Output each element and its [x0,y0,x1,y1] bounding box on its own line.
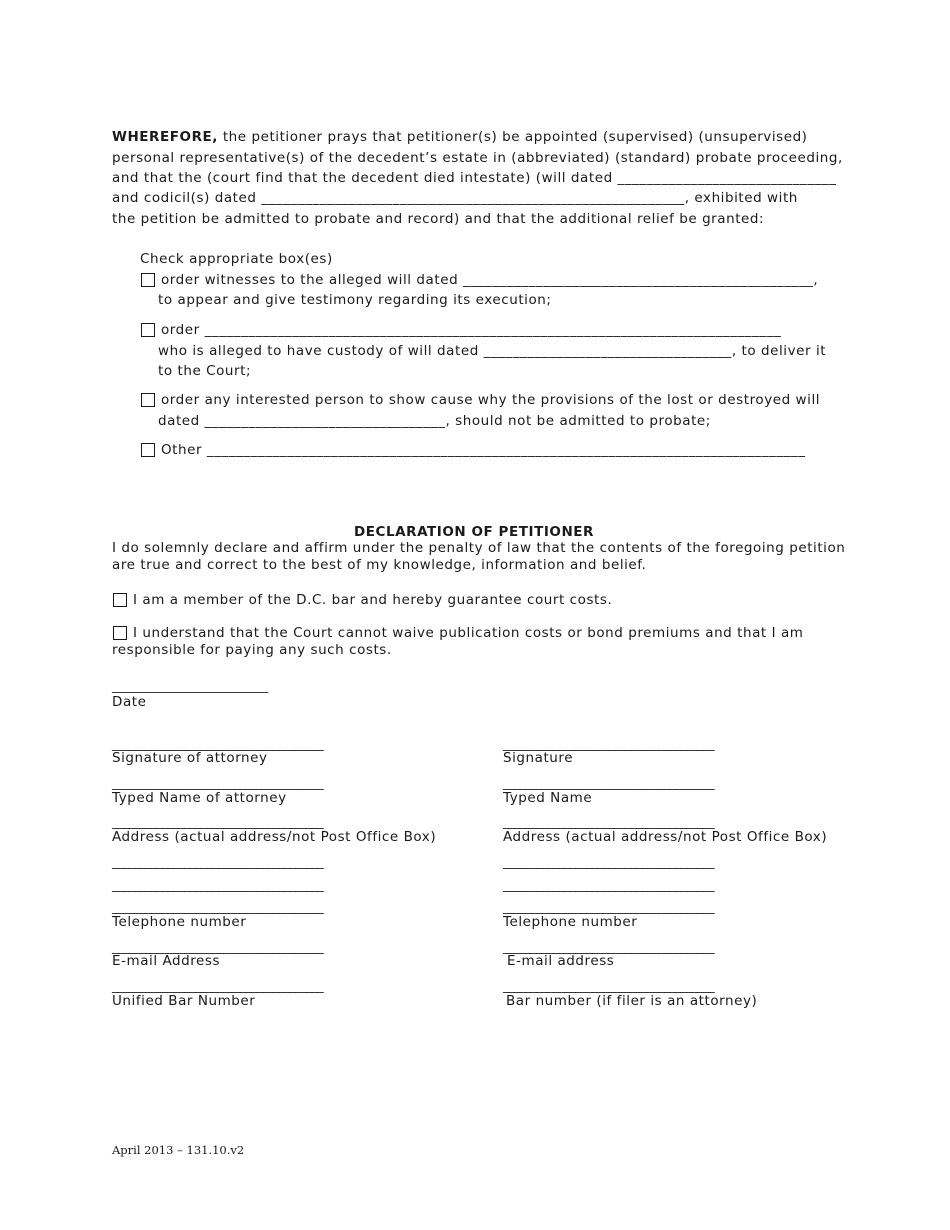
filer-telephone-line[interactable]: ______________________________________ [503,899,714,914]
attorney-typed-name-line[interactable]: ______________________________________ [112,775,323,790]
relief-option-2-line-3: to the Court; [158,363,252,379]
relief-option-1-line-2: to appear and give testimony regarding its execution; [158,292,552,308]
attorney-address-line-2[interactable]: ______________________________________ [112,854,323,869]
relief-option-2-line-1: order _______________________________________________________________________________ [161,322,782,338]
filer-address-label: Address (actual address/not Post Office Box) [503,829,828,845]
filer-signature-label: Signature [503,750,574,766]
publication-costs-line-2: responsible for paying any such costs. [112,642,392,658]
relief-heading: Check appropriate box(es) [140,251,333,267]
wherefore-line-1: WHEREFORE, the petitioner prays that petitioner(s) be appointed (supervised) (unsupervised) [112,129,808,145]
relief-option-2-line-2: who is alleged to have custody of will dated __________________________________, to deliver it [158,343,827,359]
filer-email-line[interactable]: ______________________________________ [503,939,714,954]
wherefore-line-2: personal representative(s) of the decedent’s estate in (abbreviated) (standard) probate proceeding, [112,150,843,166]
wherefore-label: WHEREFORE, [112,129,218,145]
relief-option-3-checkbox[interactable] [141,393,155,407]
wherefore-line-4: and codicil(s) dated __________________________________________________________, exhibited with [112,190,798,206]
filer-typed-name-label: Typed Name [503,790,593,806]
relief-option-other-line: Other __________________________________________________________________________________ [161,442,806,458]
publication-costs-line-1: I understand that the Court cannot waive publication costs or bond premiums and that I am [133,625,804,641]
attorney-address-label: Address (actual address/not Post Office Box) [112,829,437,845]
filer-telephone-label: Telephone number [503,914,638,930]
filer-address-line[interactable]: ______________________________________ [503,814,714,829]
attorney-address-line-3[interactable]: ______________________________________ [112,877,323,892]
dc-bar-member-checkbox[interactable] [113,593,127,607]
filer-email-label: E-mail address [507,953,615,969]
attorney-bar-line[interactable]: ______________________________________ [112,978,323,993]
declaration-title: DECLARATION OF PETITIONER [354,524,595,540]
filer-bar-label: Bar number (if filer is an attorney) [506,993,758,1009]
wherefore-line-3: and that the (court find that the decedent died intestate) (will dated ______________________________ [112,170,837,186]
relief-option-2-checkbox[interactable] [141,323,155,337]
relief-option-3-line-1: order any interested person to show cause why the provisions of the lost or destroyed will [161,392,821,408]
filer-bar-line[interactable]: ______________________________________ [503,978,714,993]
attorney-email-label: E-mail Address [112,953,221,969]
attorney-email-line[interactable]: ______________________________________ [112,939,323,954]
attorney-bar-label: Unified Bar Number [112,993,256,1009]
dc-bar-member-label: I am a member of the D.C. bar and hereby guarantee court costs. [133,592,613,608]
declaration-body-line-2: are true and correct to the best of my knowledge, information and belief. [112,557,647,573]
attorney-typed-name-label: Typed Name of attorney [112,790,287,806]
attorney-address-line[interactable]: ______________________________________ [112,814,323,829]
attorney-signature-label: Signature of attorney [112,750,268,766]
date-label: Date [112,694,147,710]
attorney-signature-line[interactable]: ______________________________________ [112,736,323,751]
form-version-footer: April 2013 – 131.10.v2 [112,1143,245,1157]
declaration-body-line-1: I do solemnly declare and affirm under the penalty of law that the contents of the foregoing petition [112,540,846,556]
relief-option-1-checkbox[interactable] [141,273,155,287]
date-line[interactable]: _________________________ [112,678,269,693]
publication-costs-checkbox[interactable] [113,626,127,640]
filer-signature-line[interactable]: ______________________________________ [503,736,714,751]
attorney-telephone-line[interactable]: ______________________________________ [112,899,323,914]
filer-address-line-2[interactable]: ______________________________________ [503,854,714,869]
relief-option-1-line-1: order witnesses to the alleged will dated ________________________________________________, [161,272,819,288]
attorney-telephone-label: Telephone number [112,914,247,930]
relief-option-other-checkbox[interactable] [141,443,155,457]
wherefore-line-5: the petition be admitted to probate and record) and that the additional relief be granted: [112,211,765,227]
relief-option-3-line-2: dated _________________________________, should not be admitted to probate; [158,413,711,429]
filer-typed-name-line[interactable]: ______________________________________ [503,775,714,790]
filer-address-line-3[interactable]: ______________________________________ [503,877,714,892]
